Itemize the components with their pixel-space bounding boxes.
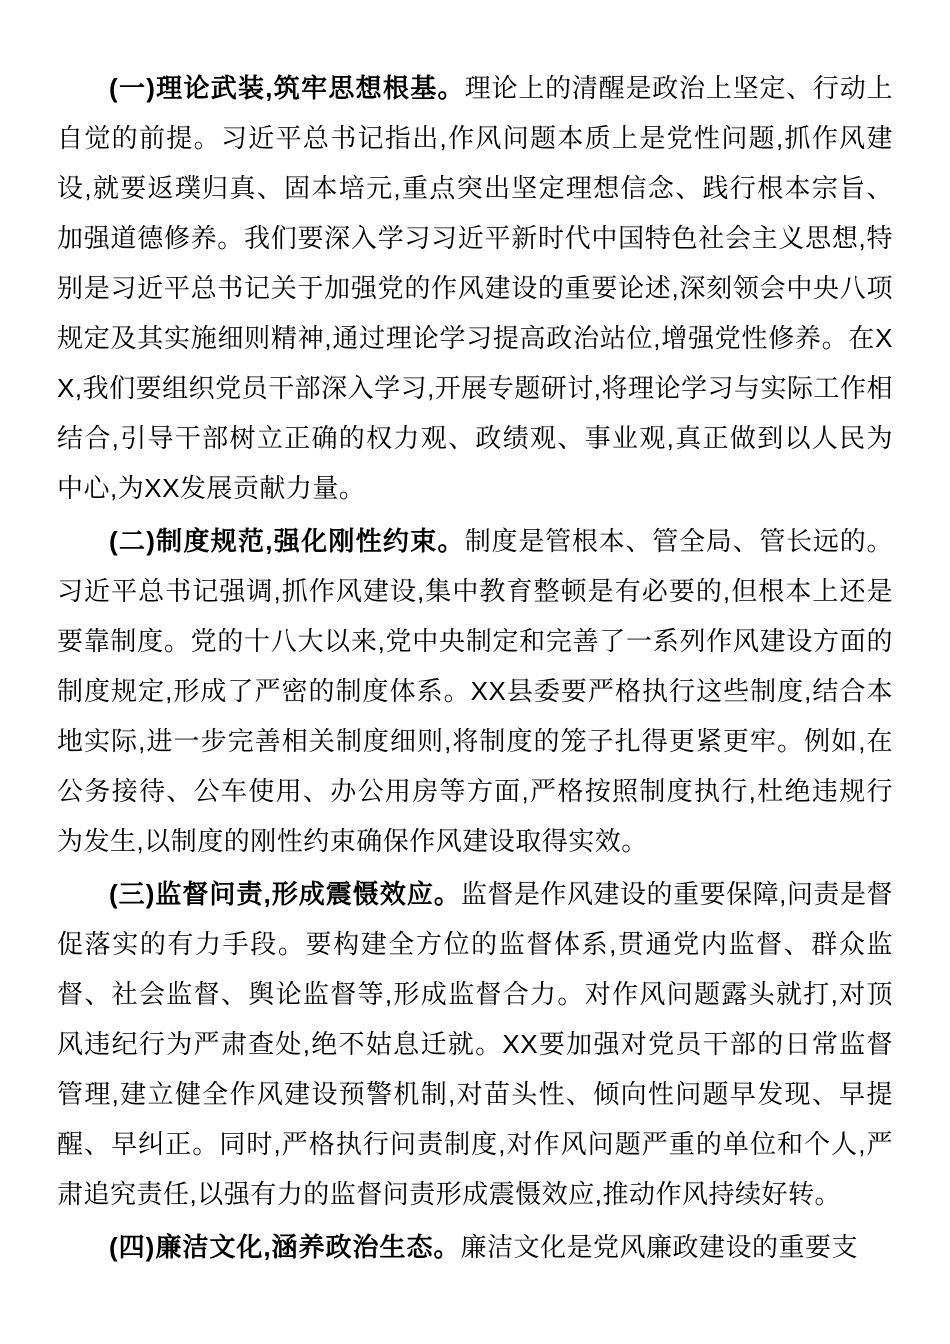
- paragraph-supervision-accountability: [57, 869, 893, 1219]
- paragraph-theory-arming: [57, 63, 893, 513]
- paragraph-system-regulation: [57, 516, 893, 866]
- paragraph-2-heading: (二)制度规范,强化刚性约束。: [109, 526, 465, 556]
- paragraph-1-body: 理论上的清醒是政治上坚定、行动上自觉的前提。习近平总书记指出,作风问题本质上是党性问题,抓作风建设,就要返璞归真、固本培元,重点突出坚定理想信念、践行根本宗旨、加强道德修养。我们要深入学习习近平新时代中国特色社会主义思想,特别是习近平总书记关于加强党的作风建设的重要论述,深刻领会中央八项规定及其实施细则精神,通过理论学习提高政治站位,增强党性修养。在XX,我们要组织党员干部深入学习,开展专题研讨,将理论学习与实际工作相结合,引导干部树立正确的权力观、政绩观、事业观,真正做到以人民为中心,为XX发展贡献力量。: [57, 73, 894, 503]
- paragraph-4-heading: (四)廉洁文化,涵养政治生态。: [109, 1232, 461, 1262]
- paragraph-integrity-culture: [57, 1222, 893, 1272]
- paragraph-1-heading: (一)理论武装,筑牢思想根基。: [109, 73, 465, 103]
- paragraph-3-body: 监督是作风建设的重要保障,问责是督促落实的有力手段。要构建全方位的监督体系,贯通党内监督、群众监督、社会监督、舆论监督等,形成监督合力。对作风问题露头就打,对顶风违纪行为严肃查处,绝不姑息迁就。XX要加强对党员干部的日常监督管理,建立健全作风建设预警机制,对苗头性、倾向性问题早发现、早提醒、早纠正。同时,严格执行问责制度,对作风问题严重的单位和个人,严肃追究责任,以强有力的监督问责形成震慑效应,推动作风持续好转。: [57, 879, 893, 1209]
- paragraph-4-body: 廉洁文化是党风廉政建设的重要支: [460, 1232, 859, 1262]
- paragraph-3-heading: (三)监督问责,形成震慑效应。: [109, 879, 461, 909]
- paragraph-2-body: 制度是管根本、管全局、管长远的。习近平总书记强调,抓作风建设,集中教育整顿是有必要的,但根本上还是要靠制度。党的十八大以来,党中央制定和完善了一系列作风建设方面的制度规定,形成了严密的制度体系。XX县委要严格执行这些制度,结合本地实际,进一步完善相关制度细则,将制度的笼子扎得更紧更牢。例如,在公务接待、公车使用、办公用房等方面,严格按照制度执行,杜绝违规行为发生,以制度的刚性约束确保作风建设取得实效。: [57, 526, 893, 856]
